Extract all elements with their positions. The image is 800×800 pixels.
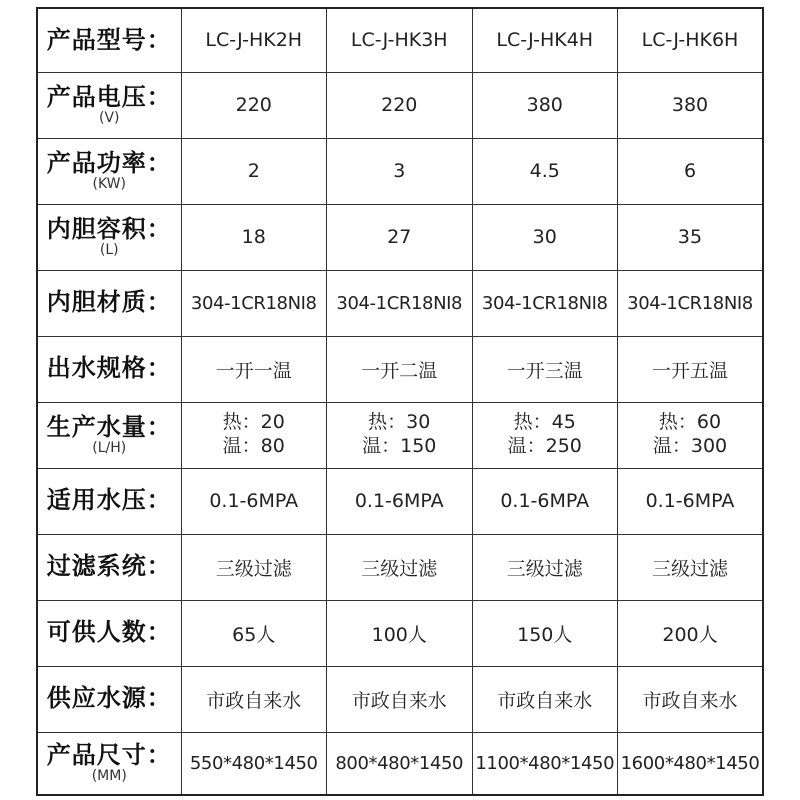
value-cell: 市政自来水 [181,666,327,732]
value-cell: 1100*480*1450 [472,732,618,795]
row-unit: (MM) [91,768,127,784]
row-label: 生产水量： [46,412,172,441]
value-cell: 220 [181,72,327,138]
row-label-cell [37,72,181,138]
value-cell: 4.5 [472,138,618,204]
row-label: 适用水压： [46,486,172,515]
value-cell: 18 [181,204,327,270]
value-cell: 220 [327,72,473,138]
row-label: 产品型号： [46,25,172,54]
table-row [37,534,763,600]
value-line: 温：250 [507,435,582,457]
value-cell: 3 [327,138,473,204]
table-row [37,72,763,138]
table-row [37,402,763,468]
value-cell: 27 [327,204,473,270]
value-cell: 市政自来水 [327,666,473,732]
table-row [37,336,763,402]
row-unit: (KW) [92,175,126,192]
row-label-cell [37,8,181,72]
value-cell: 市政自来水 [618,666,764,732]
row-label-cell [37,732,181,795]
value-cell: 304-1CR18NI8 [472,270,618,336]
value-cell: LC-J-HK4H [472,8,618,72]
spec-table-body [37,8,763,795]
value-cell [472,402,618,468]
table-row [37,270,763,336]
table-row [37,8,763,72]
value-cell: 100人 [327,600,473,666]
value-cell: 35 [618,204,764,270]
table-row [37,138,763,204]
row-label-cell [37,666,181,732]
row-unit: (L/H) [92,439,127,456]
table-row [37,732,763,795]
value-cell: 0.1-6MPA [618,468,764,534]
value-cell: 一开三温 [472,336,618,402]
value-cell: 2 [181,138,327,204]
value-line: 温：80 [222,435,285,457]
row-label-cell [37,600,181,666]
value-cell: 550*480*1450 [181,732,327,795]
value-cell: 三级过滤 [327,534,473,600]
value-cell: 0.1-6MPA [181,468,327,534]
table-row [37,468,763,534]
value-line: 热：60 [658,411,722,434]
row-label-cell [37,534,181,600]
value-cell: 304-1CR18NI8 [327,270,473,336]
value-cell: LC-J-HK2H [181,8,327,72]
value-cell: LC-J-HK3H [327,8,473,72]
value-cell: 一开五温 [618,336,764,402]
row-label: 内胆容积： [46,214,172,243]
value-line: 热：45 [513,411,576,434]
value-cell [181,402,327,468]
value-cell: LC-J-HK6H [618,8,764,72]
value-line: 温：300 [652,435,728,457]
value-cell: 30 [472,204,618,270]
value-cell: 三级过滤 [618,534,764,600]
row-unit: (V) [98,109,120,126]
table-row [37,204,763,270]
value-cell [327,402,473,468]
row-label-cell [37,138,181,204]
row-label-cell [37,402,181,468]
row-label-cell [37,270,181,336]
row-label: 供应水源： [46,684,172,713]
value-cell: 200人 [618,600,764,666]
row-label: 产品电压： [46,82,172,111]
value-cell: 304-1CR18NI8 [181,270,327,336]
table-row [37,666,763,732]
value-cell: 一开二温 [327,336,473,402]
value-cell: 一开一温 [181,336,327,402]
value-cell: 市政自来水 [472,666,618,732]
table-row [37,600,763,666]
value-cell: 0.1-6MPA [327,468,473,534]
row-label-cell [37,336,181,402]
value-cell: 800*480*1450 [327,732,473,795]
row-label-cell [37,204,181,270]
value-cell: 304-1CR18NI8 [618,270,764,336]
spec-table [36,7,764,796]
value-cell: 三级过滤 [181,534,327,600]
row-label: 产品功率： [46,148,172,177]
row-label: 出水规格： [46,354,172,383]
value-line: 温：150 [362,435,437,457]
value-cell: 65人 [181,600,327,666]
value-cell: 150人 [472,600,618,666]
value-cell: 6 [618,138,764,204]
row-label: 过滤系统： [46,552,172,581]
value-line: 热：30 [368,411,431,434]
row-label: 内胆材质： [46,288,172,317]
value-cell: 0.1-6MPA [472,468,618,534]
value-cell: 380 [618,72,764,138]
value-cell: 380 [472,72,618,138]
value-line: 热：20 [222,411,285,434]
value-cell: 1600*480*1450 [618,732,764,795]
row-label-cell [37,468,181,534]
value-cell: 三级过滤 [472,534,618,600]
row-label: 可供人数： [46,618,172,647]
row-label: 产品尺寸： [46,740,172,769]
value-cell [618,402,764,468]
row-unit: (L) [99,241,119,258]
